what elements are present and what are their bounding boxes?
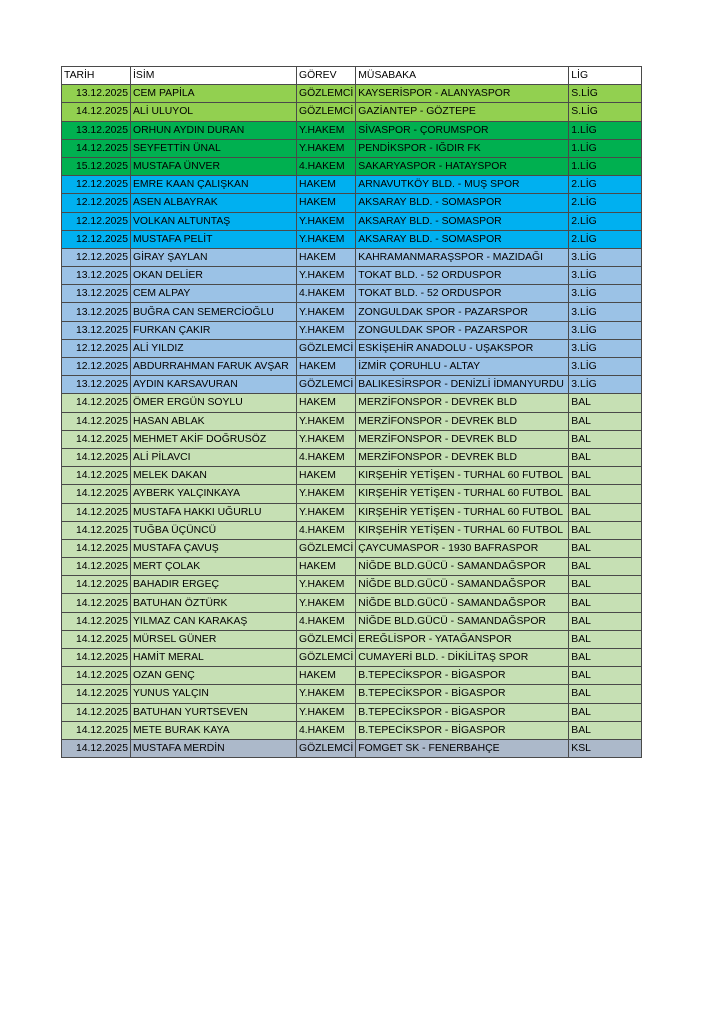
cell-name: MEHMET AKİF DOĞRUSÖZ [131,430,297,448]
cell-date: 12.12.2025 [62,248,131,266]
cell-date: 13.12.2025 [62,267,131,285]
header-date: TARİH [62,67,131,85]
cell-date: 13.12.2025 [62,121,131,139]
cell-league: 3.LİG [569,321,642,339]
cell-date: 14.12.2025 [62,521,131,539]
cell-name: BAHADIR ERGEÇ [131,576,297,594]
cell-match: AKSARAY BLD. - SOMASPOR [356,212,569,230]
cell-role: HAKEM [297,358,356,376]
table-row [62,121,642,139]
table-row [62,448,642,466]
cell-date: 14.12.2025 [62,576,131,594]
cell-league: BAL [569,485,642,503]
cell-league: 2.LİG [569,230,642,248]
cell-league: S.LİG [569,103,642,121]
cell-date: 13.12.2025 [62,85,131,103]
header-league: LİG [569,67,642,85]
cell-date: 14.12.2025 [62,412,131,430]
cell-match: TOKAT BLD. - 52 ORDUSPOR [356,285,569,303]
cell-league: BAL [569,394,642,412]
table-row [62,467,642,485]
cell-match: KAYSERİSPOR - ALANYASPOR [356,85,569,103]
cell-league: 2.LİG [569,212,642,230]
cell-match: KAHRAMANMARAŞSPOR - MAZIDAĞI [356,248,569,266]
cell-date: 14.12.2025 [62,139,131,157]
table-row [62,303,642,321]
cell-match: KIRŞEHİR YETİŞEN - TURHAL 60 FUTBOL [356,467,569,485]
table-row [62,649,642,667]
cell-league: 3.LİG [569,358,642,376]
table-row [62,739,642,757]
cell-role: Y.HAKEM [297,430,356,448]
cell-league: 1.LİG [569,121,642,139]
cell-name: HASAN ABLAK [131,412,297,430]
cell-match: BALIKESİRSPOR - DENİZLİ İDMANYURDU [356,376,569,394]
cell-role: Y.HAKEM [297,412,356,430]
cell-match: SAKARYASPOR - HATAYSPOR [356,157,569,175]
cell-league: 3.LİG [569,339,642,357]
cell-name: ÖMER ERGÜN SOYLU [131,394,297,412]
cell-league: 1.LİG [569,139,642,157]
table-row [62,630,642,648]
cell-role: Y.HAKEM [297,267,356,285]
cell-role: GÖZLEMCİ [297,339,356,357]
cell-match: FOMGET SK - FENERBAHÇE [356,739,569,757]
cell-role: Y.HAKEM [297,303,356,321]
cell-role: HAKEM [297,248,356,266]
table-row [62,558,642,576]
cell-match: NİĞDE BLD.GÜCÜ - SAMANDAĞSPOR [356,594,569,612]
table-row [62,139,642,157]
cell-date: 12.12.2025 [62,212,131,230]
cell-match: ZONGULDAK SPOR - PAZARSPOR [356,321,569,339]
cell-match: MERZİFONSPOR - DEVREK BLD [356,412,569,430]
cell-league: BAL [569,467,642,485]
cell-league: 3.LİG [569,376,642,394]
cell-name: MUSTAFA ÇAVUŞ [131,539,297,557]
cell-date: 14.12.2025 [62,739,131,757]
cell-date: 14.12.2025 [62,649,131,667]
cell-role: 4.HAKEM [297,521,356,539]
cell-date: 14.12.2025 [62,721,131,739]
cell-league: BAL [569,521,642,539]
cell-match: NİĞDE BLD.GÜCÜ - SAMANDAĞSPOR [356,558,569,576]
cell-name: AYBERK YALÇINKAYA [131,485,297,503]
cell-date: 14.12.2025 [62,103,131,121]
header-role: GÖREV [297,67,356,85]
table-body [62,67,642,758]
cell-name: TUĞBA ÜÇÜNCÜ [131,521,297,539]
cell-role: Y.HAKEM [297,230,356,248]
table-row [62,85,642,103]
cell-league: 2.LİG [569,176,642,194]
cell-date: 14.12.2025 [62,503,131,521]
cell-match: AKSARAY BLD. - SOMASPOR [356,194,569,212]
cell-name: BATUHAN ÖZTÜRK [131,594,297,612]
cell-role: GÖZLEMCİ [297,103,356,121]
table-row [62,194,642,212]
cell-name: ASEN ALBAYRAK [131,194,297,212]
header-row [62,67,642,85]
cell-name: OZAN GENÇ [131,667,297,685]
cell-role: HAKEM [297,194,356,212]
cell-league: BAL [569,539,642,557]
cell-date: 12.12.2025 [62,230,131,248]
cell-league: BAL [569,649,642,667]
cell-date: 14.12.2025 [62,558,131,576]
cell-name: FURKAN ÇAKIR [131,321,297,339]
cell-name: CEM ALPAY [131,285,297,303]
cell-role: GÖZLEMCİ [297,739,356,757]
cell-name: ALİ PİLAVCI [131,448,297,466]
cell-role: 4.HAKEM [297,448,356,466]
table-row [62,248,642,266]
cell-role: Y.HAKEM [297,503,356,521]
cell-name: OKAN DELİER [131,267,297,285]
cell-match: KIRŞEHİR YETİŞEN - TURHAL 60 FUTBOL [356,521,569,539]
cell-match: CUMAYERİ BLD. - DİKİLİTAŞ SPOR [356,649,569,667]
cell-name: GİRAY ŞAYLAN [131,248,297,266]
cell-league: 1.LİG [569,157,642,175]
cell-role: 4.HAKEM [297,721,356,739]
cell-date: 14.12.2025 [62,485,131,503]
cell-match: AKSARAY BLD. - SOMASPOR [356,230,569,248]
table-row [62,376,642,394]
cell-date: 14.12.2025 [62,667,131,685]
cell-league: 2.LİG [569,194,642,212]
referee-assignments-table [61,66,642,758]
cell-date: 15.12.2025 [62,157,131,175]
cell-date: 12.12.2025 [62,358,131,376]
cell-role: GÖZLEMCİ [297,539,356,557]
cell-league: 3.LİG [569,267,642,285]
cell-league: S.LİG [569,85,642,103]
cell-role: 4.HAKEM [297,157,356,175]
cell-league: 3.LİG [569,285,642,303]
table-row [62,485,642,503]
cell-name: SEYFETTİN ÜNAL [131,139,297,157]
cell-league: BAL [569,576,642,594]
cell-league: BAL [569,594,642,612]
cell-match: B.TEPECİKSPOR - BİGASPOR [356,685,569,703]
cell-name: MUSTAFA PELİT [131,230,297,248]
cell-date: 12.12.2025 [62,194,131,212]
table-row [62,430,642,448]
cell-league: 3.LİG [569,248,642,266]
table-row [62,703,642,721]
cell-league: BAL [569,503,642,521]
header-name: İSİM [131,67,297,85]
cell-role: HAKEM [297,176,356,194]
cell-role: Y.HAKEM [297,594,356,612]
table-row [62,539,642,557]
table-row [62,503,642,521]
cell-league: KSL [569,739,642,757]
cell-match: ÇAYCUMASPOR - 1930 BAFRASPOR [356,539,569,557]
cell-league: BAL [569,703,642,721]
cell-match: İZMİR ÇORUHLU - ALTAY [356,358,569,376]
cell-league: BAL [569,612,642,630]
table-row [62,576,642,594]
cell-role: HAKEM [297,558,356,576]
table-row [62,594,642,612]
cell-name: YUNUS YALÇIN [131,685,297,703]
table-row [62,339,642,357]
cell-role: Y.HAKEM [297,139,356,157]
cell-name: ALİ ULUYOL [131,103,297,121]
cell-match: GAZİANTEP - GÖZTEPE [356,103,569,121]
cell-name: CEM PAPİLA [131,85,297,103]
table-row [62,721,642,739]
cell-date: 14.12.2025 [62,594,131,612]
cell-match: PENDİKSPOR - IĞDIR FK [356,139,569,157]
cell-match: ARNAVUTKÖY BLD. - MUŞ SPOR [356,176,569,194]
cell-match: NİĞDE BLD.GÜCÜ - SAMANDAĞSPOR [356,612,569,630]
table-row [62,321,642,339]
cell-role: GÖZLEMCİ [297,649,356,667]
cell-role: HAKEM [297,394,356,412]
cell-name: MERT ÇOLAK [131,558,297,576]
cell-date: 13.12.2025 [62,321,131,339]
cell-role: Y.HAKEM [297,212,356,230]
cell-name: ALİ YILDIZ [131,339,297,357]
cell-name: ABDURRAHMAN FARUK AVŞAR [131,358,297,376]
table-row [62,103,642,121]
cell-name: VOLKAN ALTUNTAŞ [131,212,297,230]
cell-name: HAMİT MERAL [131,649,297,667]
cell-league: BAL [569,558,642,576]
cell-match: ZONGULDAK SPOR - PAZARSPOR [356,303,569,321]
cell-name: METE BURAK KAYA [131,721,297,739]
cell-name: ORHUN AYDIN DURAN [131,121,297,139]
table-row [62,176,642,194]
cell-match: B.TEPECİKSPOR - BİGASPOR [356,703,569,721]
cell-league: BAL [569,685,642,703]
table-row [62,230,642,248]
cell-date: 14.12.2025 [62,703,131,721]
cell-league: BAL [569,430,642,448]
cell-match: KIRŞEHİR YETİŞEN - TURHAL 60 FUTBOL [356,503,569,521]
cell-role: HAKEM [297,667,356,685]
table-row [62,412,642,430]
cell-date: 13.12.2025 [62,303,131,321]
cell-date: 13.12.2025 [62,376,131,394]
cell-date: 12.12.2025 [62,176,131,194]
cell-role: HAKEM [297,467,356,485]
cell-name: MÜRSEL GÜNER [131,630,297,648]
table-row [62,212,642,230]
cell-role: 4.HAKEM [297,612,356,630]
cell-name: MUSTAFA ÜNVER [131,157,297,175]
cell-league: 3.LİG [569,303,642,321]
cell-role: GÖZLEMCİ [297,85,356,103]
cell-role: Y.HAKEM [297,703,356,721]
cell-match: MERZİFONSPOR - DEVREK BLD [356,430,569,448]
cell-name: MELEK DAKAN [131,467,297,485]
cell-role: GÖZLEMCİ [297,376,356,394]
cell-date: 14.12.2025 [62,685,131,703]
cell-role: Y.HAKEM [297,685,356,703]
cell-role: GÖZLEMCİ [297,630,356,648]
cell-date: 14.12.2025 [62,630,131,648]
table-row [62,285,642,303]
cell-role: Y.HAKEM [297,121,356,139]
cell-match: B.TEPECİKSPOR - BİGASPOR [356,667,569,685]
cell-match: SİVASPOR - ÇORUMSPOR [356,121,569,139]
cell-match: NİĞDE BLD.GÜCÜ - SAMANDAĞSPOR [356,576,569,594]
cell-date: 13.12.2025 [62,285,131,303]
cell-match: ESKİŞEHİR ANADOLU - UŞAKSPOR [356,339,569,357]
table-row [62,521,642,539]
cell-date: 14.12.2025 [62,467,131,485]
table-row [62,394,642,412]
cell-match: MERZİFONSPOR - DEVREK BLD [356,394,569,412]
cell-date: 14.12.2025 [62,612,131,630]
cell-league: BAL [569,630,642,648]
cell-match: KIRŞEHİR YETİŞEN - TURHAL 60 FUTBOL [356,485,569,503]
cell-role: Y.HAKEM [297,485,356,503]
cell-match: B.TEPECİKSPOR - BİGASPOR [356,721,569,739]
cell-match: TOKAT BLD. - 52 ORDUSPOR [356,267,569,285]
cell-name: YILMAZ CAN KARAKAŞ [131,612,297,630]
cell-name: BATUHAN YURTSEVEN [131,703,297,721]
header-match: MÜSABAKA [356,67,569,85]
cell-name: MUSTAFA MERDİN [131,739,297,757]
table-row [62,267,642,285]
table-row [62,667,642,685]
table-row [62,157,642,175]
cell-role: 4.HAKEM [297,285,356,303]
cell-league: BAL [569,721,642,739]
cell-name: MUSTAFA HAKKI UĞURLU [131,503,297,521]
cell-role: Y.HAKEM [297,576,356,594]
cell-league: BAL [569,448,642,466]
cell-league: BAL [569,667,642,685]
cell-name: BUĞRA CAN SEMERCİOĞLU [131,303,297,321]
cell-league: BAL [569,412,642,430]
cell-date: 14.12.2025 [62,539,131,557]
table-row [62,358,642,376]
cell-date: 12.12.2025 [62,339,131,357]
cell-date: 14.12.2025 [62,394,131,412]
table-row [62,612,642,630]
cell-date: 14.12.2025 [62,448,131,466]
cell-name: EMRE KAAN ÇALIŞKAN [131,176,297,194]
cell-date: 14.12.2025 [62,430,131,448]
cell-match: MERZİFONSPOR - DEVREK BLD [356,448,569,466]
cell-role: Y.HAKEM [297,321,356,339]
cell-match: EREĞLİSPOR - YATAĞANSPOR [356,630,569,648]
cell-name: AYDIN KARSAVURAN [131,376,297,394]
table-row [62,685,642,703]
